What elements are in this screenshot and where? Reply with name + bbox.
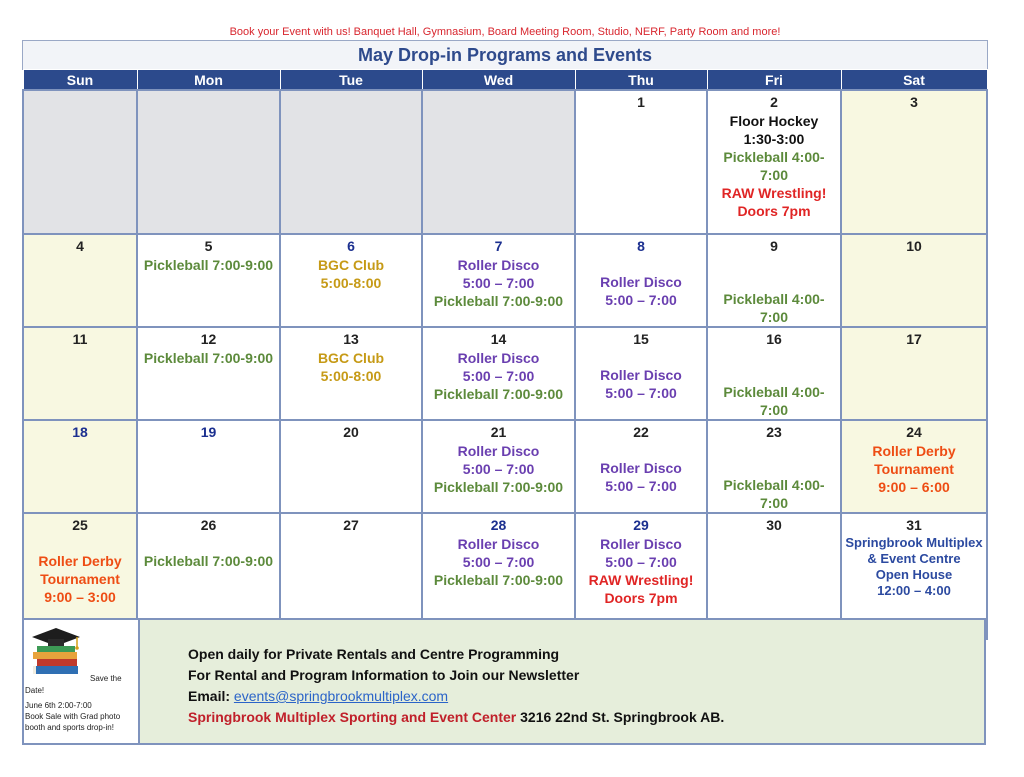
spacer	[710, 366, 838, 383]
spacer	[710, 256, 838, 273]
footer-line-rentals: Open daily for Private Rentals and Centre Programming	[188, 646, 560, 662]
event-line: Pickleball 7:00-9:00	[433, 293, 564, 309]
june-event-description: Book Sale with Grad photo booth and sports drop-in!	[25, 712, 121, 732]
graduation-books-icon	[28, 626, 84, 676]
event-line: Pickleball 7:00-9:00	[143, 257, 274, 273]
event-line: Roller Disco	[600, 274, 682, 290]
day-cell	[841, 90, 987, 234]
day-number: 1	[637, 94, 645, 110]
day-number: 23	[766, 424, 782, 440]
footer-email-line	[188, 686, 984, 707]
event-line: 5:00 – 7:00	[462, 275, 535, 291]
day-number: 26	[200, 517, 217, 533]
day-number: 28	[490, 517, 507, 533]
day-number: 9	[770, 238, 778, 254]
event-line: 5:00 – 7:00	[462, 554, 535, 570]
day-number: 19	[200, 424, 217, 440]
event-line: 1:30-3:00	[743, 131, 805, 147]
event-line: 5:00-8:00	[320, 368, 382, 384]
day-number: 25	[72, 517, 88, 533]
day-number: 12	[200, 331, 217, 347]
event-line: BGC Club	[317, 257, 385, 273]
spacer	[578, 256, 704, 273]
spacer	[140, 535, 277, 552]
event-line: Floor Hockey	[729, 113, 819, 129]
weekday-fri: Fri	[707, 70, 841, 91]
day-number: 18	[72, 424, 88, 440]
event-line: 5:00 – 7:00	[605, 478, 677, 494]
footer-info	[140, 620, 984, 743]
event-line: 9:00 – 3:00	[44, 589, 116, 605]
event-line: Pickleball 7:00-9:00	[433, 572, 564, 588]
calendar-week-row	[23, 90, 987, 234]
spacer	[710, 349, 838, 366]
event-line: Roller Disco	[600, 460, 682, 476]
spacer	[710, 273, 838, 290]
event-line: Roller Disco	[457, 536, 540, 552]
day-number: 22	[633, 424, 649, 440]
day-number: 14	[490, 331, 507, 347]
day-cell	[23, 234, 137, 327]
day-number: 16	[766, 331, 782, 347]
day-number: 15	[633, 331, 649, 347]
event-line: Roller Disco	[457, 257, 540, 273]
event-line: Roller Disco	[457, 443, 540, 459]
weekday-thu: Thu	[575, 70, 707, 91]
organization-address: 3216 22nd St. Springbrook AB.	[516, 709, 725, 725]
weekday-wed: Wed	[422, 70, 575, 91]
day-number: 11	[72, 331, 88, 347]
event-line: 5:00 – 7:00	[462, 368, 535, 384]
day-number: 31	[906, 517, 922, 533]
day-cell	[23, 327, 137, 420]
day-cell	[707, 90, 841, 234]
day-cell	[575, 420, 707, 513]
day-cell	[575, 90, 707, 234]
empty-day-cell	[280, 90, 422, 234]
calendar-week-row	[23, 327, 987, 420]
event-line: Roller Disco	[600, 367, 682, 383]
weekday-sat: Sat	[841, 70, 987, 91]
spacer	[710, 442, 838, 459]
footer-line-newsletter: For Rental and Program Information to Join our Newsletter	[188, 667, 580, 683]
calendar-grid	[22, 69, 988, 640]
day-cell	[280, 327, 422, 420]
day-cell	[841, 327, 987, 420]
day-cell	[422, 420, 575, 513]
event-line: Doors 7pm	[604, 590, 678, 606]
weekday-mon: Mon	[137, 70, 280, 91]
footer-promo	[24, 620, 140, 743]
event-line: Tournament	[40, 571, 120, 587]
event-line: 9:00 – 6:00	[878, 479, 950, 495]
day-number: 30	[766, 517, 782, 533]
email-label: Email:	[188, 688, 234, 704]
event-line: 5:00 – 7:00	[605, 554, 677, 570]
day-cell	[422, 327, 575, 420]
spacer	[578, 349, 704, 366]
date-text: Date!	[25, 686, 45, 695]
day-number: 29	[633, 517, 649, 533]
day-cell	[707, 420, 841, 513]
day-cell	[707, 327, 841, 420]
event-line: Open House	[875, 567, 953, 582]
day-cell	[707, 234, 841, 327]
june-event-note	[25, 700, 138, 733]
day-number: 13	[343, 331, 359, 347]
day-number: 7	[494, 238, 503, 254]
day-number: 27	[343, 517, 359, 533]
day-cell	[23, 420, 137, 513]
event-line: 5:00 – 7:00	[462, 461, 535, 477]
event-line: Tournament	[874, 461, 954, 477]
day-cell	[575, 327, 707, 420]
save-the-text: Save the	[90, 674, 122, 683]
organization-name: Springbrook Multiplex Sporting and Event Center	[188, 709, 517, 725]
event-line: & Event Centre	[867, 551, 961, 566]
day-number: 21	[490, 424, 507, 440]
footer-address-line	[188, 707, 984, 728]
june-event-date: June 6th 2:00-7:00	[25, 701, 92, 710]
day-number: 5	[204, 238, 213, 254]
spacer	[26, 535, 134, 552]
day-cell	[841, 420, 987, 513]
event-line: Roller Derby	[872, 443, 956, 459]
rental-banner: Book your Event with us! Banquet Hall, Gymnasium, Board Meeting Room, Studio, NERF, Party Room and more!	[229, 26, 781, 38]
day-cell	[280, 420, 422, 513]
day-number: 4	[76, 238, 84, 254]
event-line: Doors 7pm	[737, 203, 811, 219]
calendar-title: May Drop-in Programs and Events	[22, 40, 988, 70]
spacer	[710, 459, 838, 476]
day-number: 2	[770, 94, 778, 110]
event-line: RAW Wrestling!	[721, 185, 827, 201]
event-line: 5:00 – 7:00	[605, 385, 677, 401]
event-line: Pickleball 7:00-9:00	[143, 553, 274, 569]
day-cell	[575, 234, 707, 327]
day-cell	[137, 420, 280, 513]
day-number: 3	[910, 94, 918, 110]
day-cell	[280, 234, 422, 327]
day-number: 24	[906, 424, 922, 440]
event-line: 12:00 – 4:00	[877, 583, 951, 598]
event-line: Roller Disco	[457, 350, 540, 366]
empty-day-cell	[137, 90, 280, 234]
weekday-sun: Sun	[23, 70, 137, 91]
event-line: 5:00 – 7:00	[605, 292, 677, 308]
day-number: 6	[347, 238, 355, 254]
day-cell	[137, 234, 280, 327]
day-cell	[137, 327, 280, 420]
day-number: 17	[906, 331, 922, 347]
event-line: Pickleball 4:00-7:00	[723, 291, 825, 325]
event-line: Pickleball 4:00-7:00	[723, 477, 825, 511]
day-number: 20	[343, 424, 359, 440]
event-line: RAW Wrestling!	[588, 572, 694, 588]
event-line: Pickleball 4:00-7:00	[723, 149, 825, 183]
event-line: BGC Club	[317, 350, 385, 366]
event-line: 5:00-8:00	[320, 275, 382, 291]
footer-panel	[22, 618, 986, 745]
event-line: Roller Disco	[600, 536, 682, 552]
empty-day-cell	[422, 90, 575, 234]
day-cell	[422, 234, 575, 327]
weekday-tue: Tue	[280, 70, 422, 91]
event-line: Pickleball 7:00-9:00	[143, 350, 274, 366]
calendar-week-row	[23, 234, 987, 327]
empty-day-cell	[23, 90, 137, 234]
event-line: Pickleball 7:00-9:00	[433, 386, 564, 402]
spacer	[578, 442, 704, 459]
day-number: 10	[906, 238, 922, 254]
weekday-header-row	[23, 70, 987, 91]
event-line: Springbrook Multiplex	[845, 535, 983, 550]
day-number: 8	[637, 238, 645, 254]
event-line: Roller Derby	[38, 553, 122, 569]
email-link[interactable]: events@springbrookmultiplex.com	[233, 688, 449, 704]
day-cell	[841, 234, 987, 327]
calendar-week-row	[23, 420, 987, 513]
event-line: Pickleball 4:00-7:00	[723, 384, 825, 418]
event-line: Pickleball 7:00-9:00	[433, 479, 564, 495]
